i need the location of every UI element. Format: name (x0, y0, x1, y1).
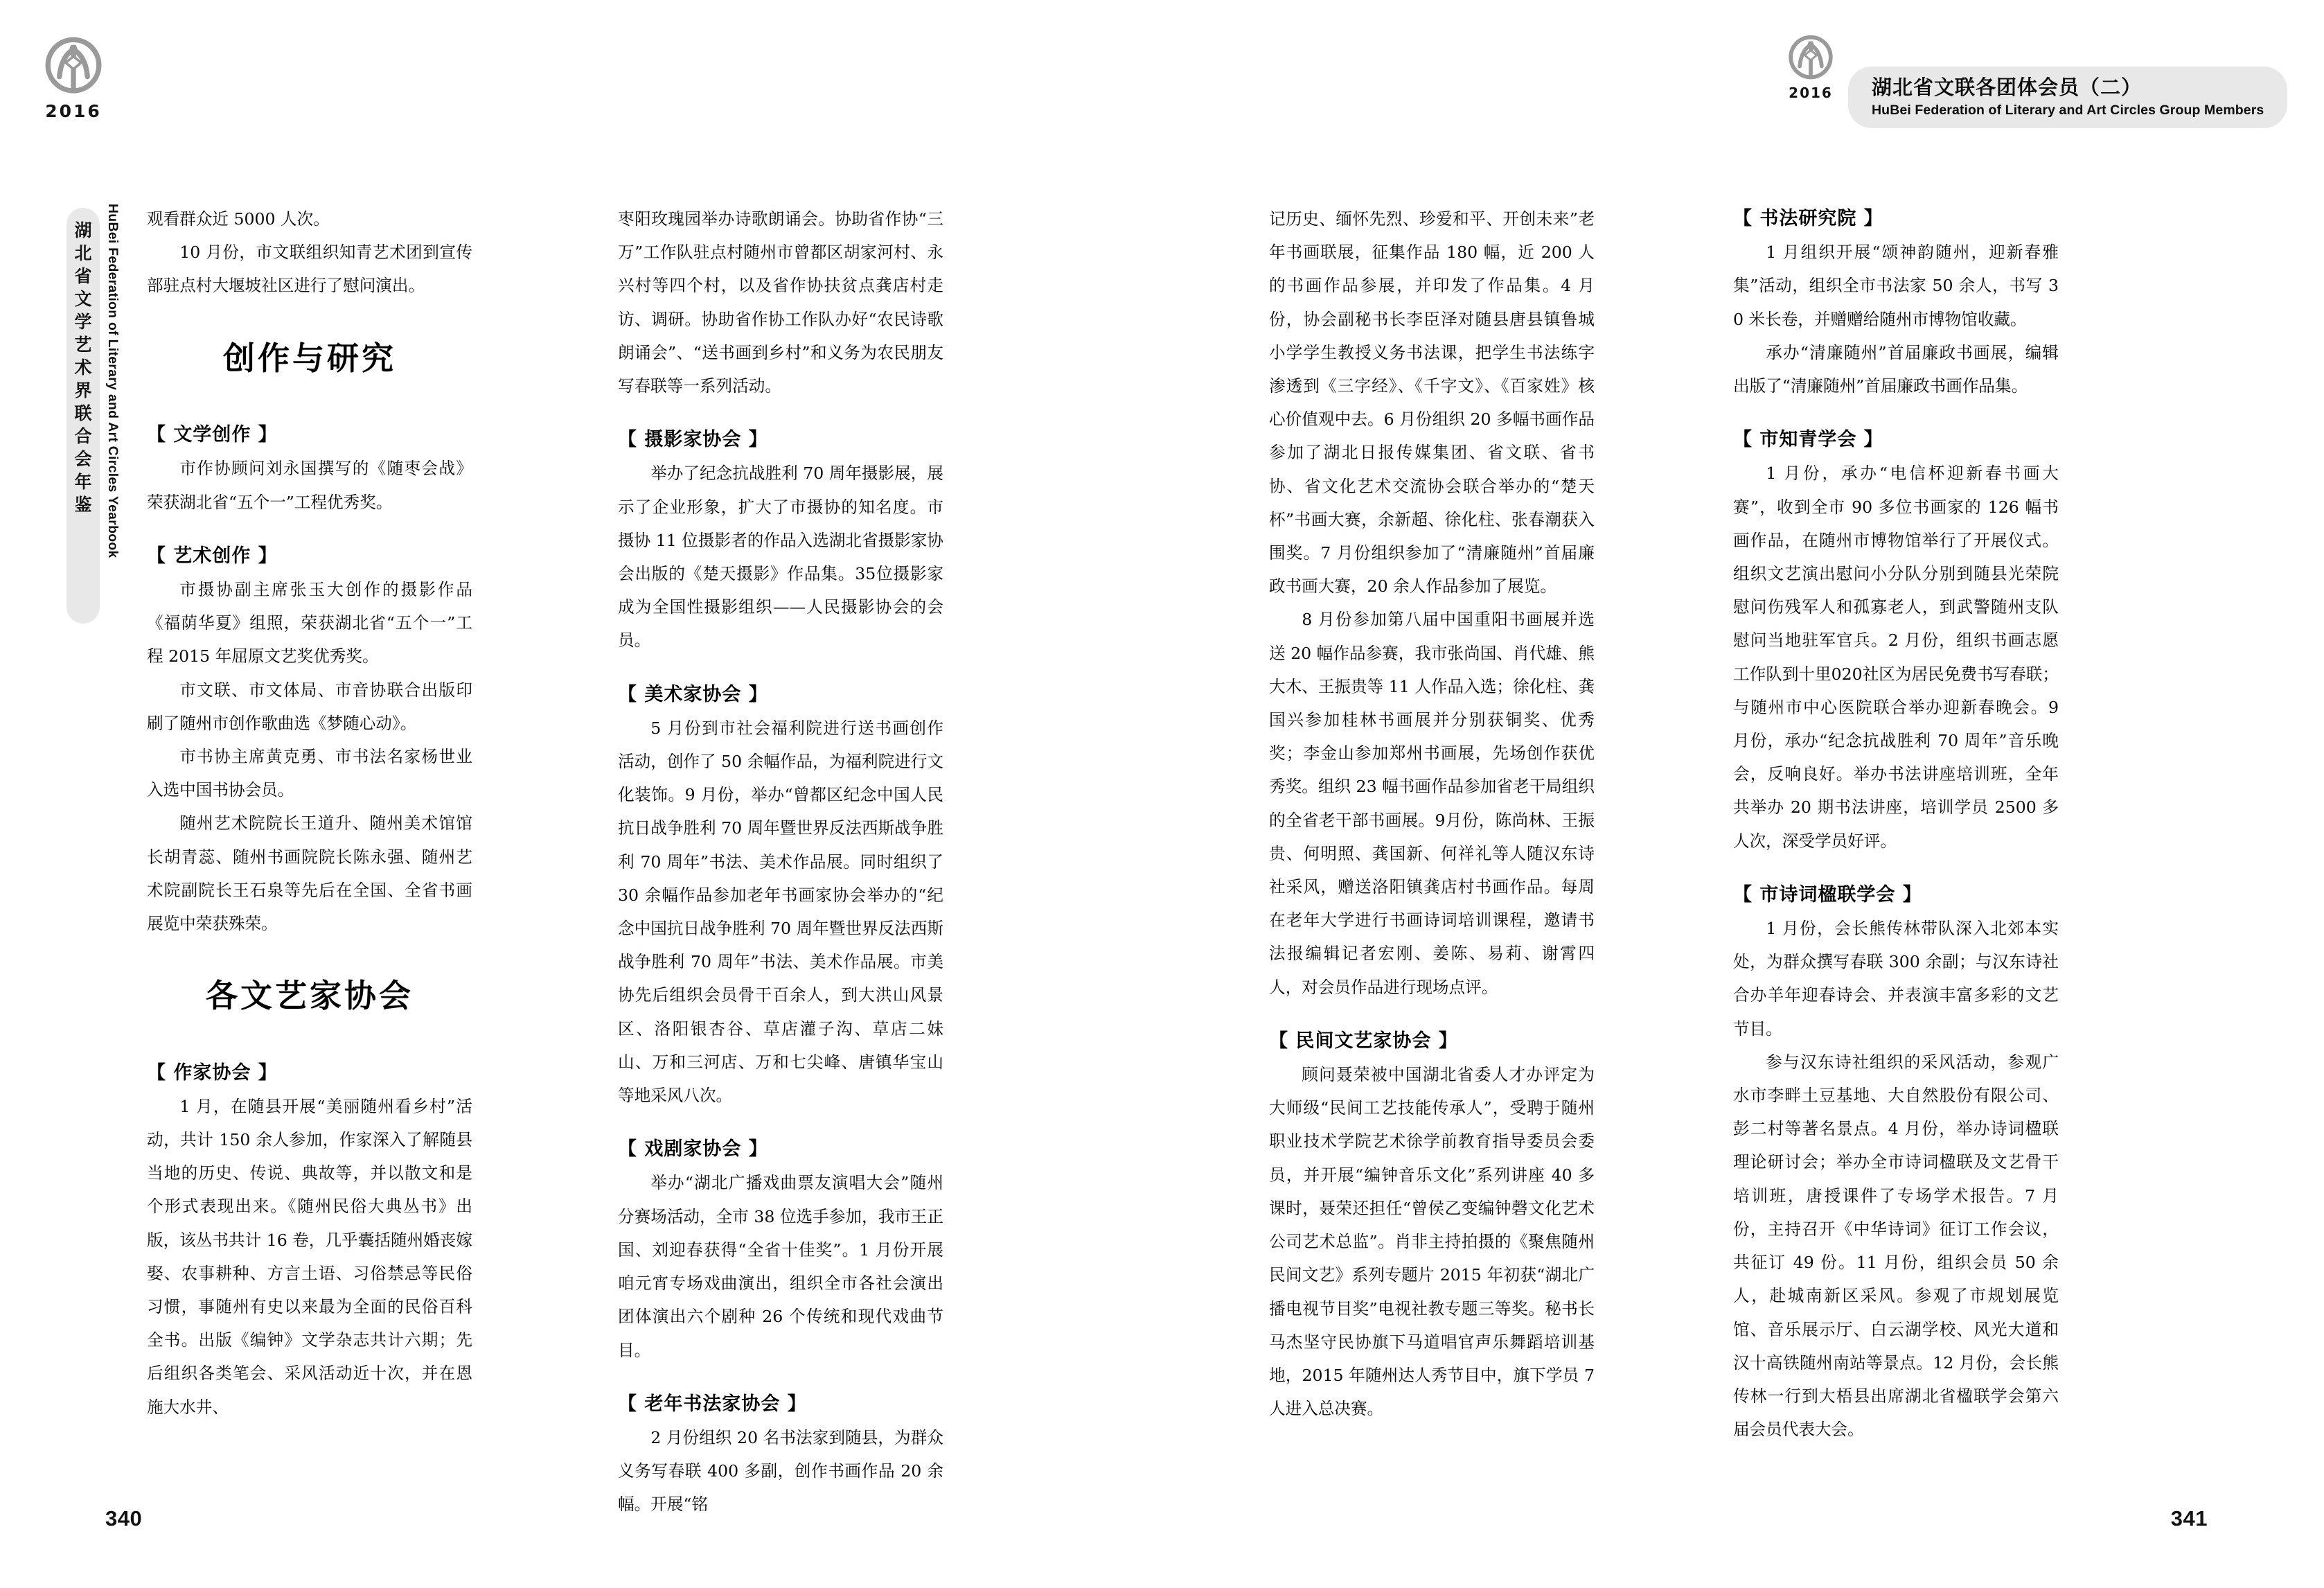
paragraph: 1 月，在随县开展“美丽随州看乡村”活动，共计 150 余人参加，作家深入了解随县当地的历史、传说、典故等，并以散文和是个形式表现出来。《随州民俗大典丛书》出版，该丛书共计 16 卷，几乎囊括随州婚丧嫁娶、农事耕种、方言土语、习俗禁忌等民俗习惯，事随州有史以来最为全面的民俗百科全书。出版《编钟》文学杂志共计六期；先后组织各类笔会、采风活动近十次，并在恩施大水井、 (147, 1096, 472, 1417)
sidebar-yearbook-label (66, 204, 120, 637)
section-educated-youth-assoc: 【 市知青学会 】 (1733, 429, 1883, 451)
sidebar-char: 术 (74, 358, 92, 378)
paragraph: 2 月份组织 20 名书法家到随县，为群众义务写春联 400 多副，创作书画作品 20 余幅。开展“铭 (618, 1427, 943, 1515)
sidebar-title-en: HuBei Federation of Literary and Art Circles Yearbook (105, 204, 120, 558)
section-folk-arts-assoc: 【 民间文艺家协会 】 (1269, 1030, 1458, 1052)
heading-creation-research: 创作与研究 (223, 339, 396, 377)
text-column-1 (147, 202, 472, 1449)
paragraph: 10 月份，市文联组织知青艺术团到宣传部驻点村大堰坡社区进行了慰问演出。 (147, 242, 472, 296)
logo-year-label: 2016 (45, 101, 102, 121)
section-drama-assoc: 【 戏剧家协会 】 (618, 1138, 768, 1161)
section-writers-assoc: 【 作家协会 】 (147, 1061, 278, 1084)
page-number-right: 341 (2170, 1506, 2208, 1530)
paragraph: 5 月份到市社会福利院进行送书画创作活动，创作了 50 余幅作品，为福利院进行文化装饰。9 月份，举办“曾都区纪念中国人民抗日战争胜利 70 周年暨世界反法西斯战争胜利 70 周年”书法、美术作品展。同时组织了 30 余幅作品参加老年书画家协会举办的“纪念中国抗日战争胜利 70 周年暨世界反法西斯战争胜利 70 周年”书法、美术作品展。市美协先后组织会员骨干百余人，到大洪山风景区、洛阳银杏谷、草店灌子沟、草店二妹山、万和三河店、万和七尖峰、唐镇华宝山等地采风八次。 (618, 718, 943, 1106)
paragraph: 举办“湖北广播戏曲票友演唱大会”随州分赛场活动，全市 38 位选手参加，我市王正国、刘迎春获得“全省十佳奖”。1 月份开展咱元宵专场戏曲演出，组织全市各社会演出团体演出六个剧种 26 个传统和现代戏曲节目。 (618, 1173, 943, 1360)
federation-logo-right (1786, 33, 1836, 101)
federation-logo (42, 35, 105, 121)
sidebar-char: 省 (74, 266, 92, 286)
section-calligraphy-institute: 【 书法研究院 】 (1733, 208, 1883, 229)
sidebar-char: 学 (74, 312, 92, 332)
paragraph: 市作协顾问刘永国撰写的《随枣会战》荣获湖北省“五个一”工程优秀奖。 (147, 459, 472, 512)
paragraph: 枣阳玫瑰园举办诗歌朗诵会。协助省作协“三万”工作队驻点村随州市曾都区胡家河村、永兴村等四个村，以及省作协扶贫点龚店村走访、调研。协助省作协工作队办好“农民诗歌朗诵会”、“送书画到乡村”和义务为农民朋友写春联等一系列活动。 (618, 209, 943, 396)
section-senior-calligraphy-assoc: 【 老年书法家协会 】 (618, 1393, 807, 1415)
sidebar-char: 艺 (74, 335, 92, 355)
sidebar-char: 合 (74, 426, 92, 446)
paragraph: 承办“清廉随州”首届廉政书画展，编辑出版了“清廉随州”首届廉政书画作品集。 (1733, 342, 2059, 396)
paragraph: 举办了纪念抗战胜利 70 周年摄影展，展示了企业形象，扩大了市摄协的知名度。市摄协 11 位摄影者的作品入选湖北省摄影家协会出版的《楚天摄影》作品集。35位摄影家成为全国性摄影组织——人民摄影协会的会员。 (618, 464, 943, 651)
federation-logo-icon (42, 35, 105, 98)
paragraph: 观看群众近 5000 人次。 (147, 209, 330, 229)
heading-associations: 各文艺家协会 (206, 977, 414, 1015)
sidebar-char: 湖 (74, 220, 92, 240)
section-poetry-couplet-assoc: 【 市诗词楹联学会 】 (1733, 883, 1922, 906)
federation-logo-icon (1786, 33, 1836, 83)
header-title-cn: 湖北省文联各团体会员（二） (1872, 76, 2143, 99)
paragraph: 8 月份参加第八届中国重阳书画展并选送 20 幅作品参赛，我市张尚国、肖代雄、熊大木、王振贵等 11 人作品入选；徐化柱、龚国兴参加桂林书画展并分别获铜奖、优秀奖；李金山参加郑州书画展，先场创作获优秀奖。组织 23 幅书画作品参加省老干局组织的全省老干部书画展。9月份，陈尚林、王振贵、何明照、龚国新、何祥礼等人随汉东诗社采风，赠送洛阳镇龚店村书画作品。每周在老年大学进行书画诗词培训课程，邀请书法报编辑记者宏刚、姜陈、易莉、谢霄四人，对会员作品进行现场点评。 (1269, 610, 1595, 997)
sidebar-char: 联 (74, 403, 92, 423)
sidebar-char: 文 (74, 289, 92, 309)
paragraph: 1 月份，会长熊传林带队深入北郊本实处，为群众撰写春联 300 余副；与汉东诗社合办羊年迎春诗会、并表演丰富多彩的文艺节目。 (1733, 919, 2059, 1039)
sidebar-char: 鉴 (74, 495, 92, 515)
sidebar-char: 会 (74, 449, 92, 469)
page-number-left: 340 (105, 1506, 143, 1530)
paragraph: 随州艺术院院长王道升、随州美术馆馆长胡青蕊、随州书画院院长陈永强、随州艺术院副院长王石泉等先后在全国、全省书画展览中荣获殊荣。 (147, 813, 472, 933)
section-fine-arts-assoc: 【 美术家协会 】 (618, 683, 768, 705)
page-right (1162, 0, 2324, 1588)
paragraph: 参与汉东诗社组织的采风活动，参观广水市李畔土豆基地、大自然股份有限公司、彭二村等著名景点。4 月份，举办诗词楹联理论研讨会；举办全市诗词楹联及文艺骨干培训班，唐授课件了专场学术报告。7 月份，主持召开《中华诗词》征订工作会议，共征订 49 份。11 月份，组织会员 50 余人，赴城南新区采风。参观了市规划展览馆、音乐展示厅、白云湖学校、风光大道和汉十高铁随州南站等景点。12 月份，会长熊传林一行到大梧县出席湖北省楹联学会第六届会员代表大会。 (1733, 1052, 2059, 1440)
text-column-2 (618, 202, 943, 1515)
page-header-badge (1848, 67, 2287, 128)
paragraph: 市书协主席黄克勇、市书法名家杨世业入选中国书协会员。 (147, 746, 472, 800)
sidebar-title-cn (66, 208, 100, 624)
header-title-en: HuBei Federation of Literary and Art Circles Group Members (1872, 103, 2264, 118)
section-photographers-assoc: 【 摄影家协会 】 (618, 429, 768, 451)
text-column-3 (1269, 202, 1595, 1449)
section-art-creation: 【 艺术创作 】 (147, 545, 278, 567)
paragraph: 1 月组织开展“颂神韵随州，迎新春雅集”活动，组织全市书法家 50 余人，书写 30 米长卷，并赠赠给随州市博物馆收藏。 (1733, 242, 2059, 329)
sidebar-char: 北 (74, 243, 92, 263)
logo-year-label: 2016 (1789, 85, 1833, 101)
paragraph: 市摄协副主席张玉大创作的摄影作品《福荫华夏》组照，荣获湖北省“五个一”工程 2015 年屈原文艺奖优秀奖。 (147, 579, 472, 667)
paragraph: 1 月份，承办“电信杯迎新春书画大赛”，收到全市 90 多位书画家的 126 幅书画作品，在随州市博物馆举行了开展仪式。组织文艺演出慰问小分队分别到随县光荣院慰问伤残军人和孤寡老人，到武警随州支队慰问当地驻军官兵。2 月份，组织书画志愿工作队到十里020社区为居民免费书写春联；与随州市中心医院联合举办迎新春晚会。9 月份，承办“纪念抗战胜利 70 周年”音乐晚会，反响良好。举办书法讲座培训班，全年共举办 20 期书法讲座，培训学员 2500 多人次，深受学员好评。 (1733, 464, 2059, 851)
section-literary-creation: 【 文学创作 】 (147, 424, 278, 446)
paragraph: 顾问聂荣被中国湖北省委人才办评定为大师级“民间工艺技能传承人”，受聘于随州职业技术学院艺术徐学前教育指导委员会委员，并开展“编钟音乐文化”系列讲座 40 多课时，聂荣还担任“曾侯乙变编钟磬文化艺术公司艺术总监”。肖非主持拍摄的《聚焦随州民间文艺》系列专题片 2015 年初获“湖北广播电视节目奖”电视社教专题三等奖。秘书长马杰坚守民协旗下马道唱官声乐舞蹈培训基地，2015 年随州达人秀节目中，旗下学员 7 人进入总决赛。 (1269, 1065, 1595, 1419)
paragraph: 市文联、市文体局、市音协联合出版印刷了随州市创作歌曲选《梦随心动》。 (147, 680, 472, 733)
sidebar-char: 界 (74, 380, 92, 400)
paragraph: 记历史、缅怀先烈、珍爱和平、开创未来”老年书画联展，征集作品 180 幅，近 200 人的书画作品参展，并印发了作品集。4 月份，协会副秘书长李臣泽对随县唐县镇鲁城小学学生教授义务书法课，把学生书法练字渗透到《三字经》、《千字文》、《百家姓》核心价值观中去。6 月份组织 20 多幅书画作品参加了湖北日报传媒集团、省文联、省书协、省文化艺术交流协会联合举办的“楚天杯”书画大赛，余新超、徐化柱、张春潮获入围奖。7 月份组织参加了“清廉随州”首届廉政书画大赛，20 余人作品参加了展览。 (1269, 209, 1595, 597)
sidebar-char: 年 (74, 472, 92, 492)
text-column-4 (1733, 202, 2059, 1449)
